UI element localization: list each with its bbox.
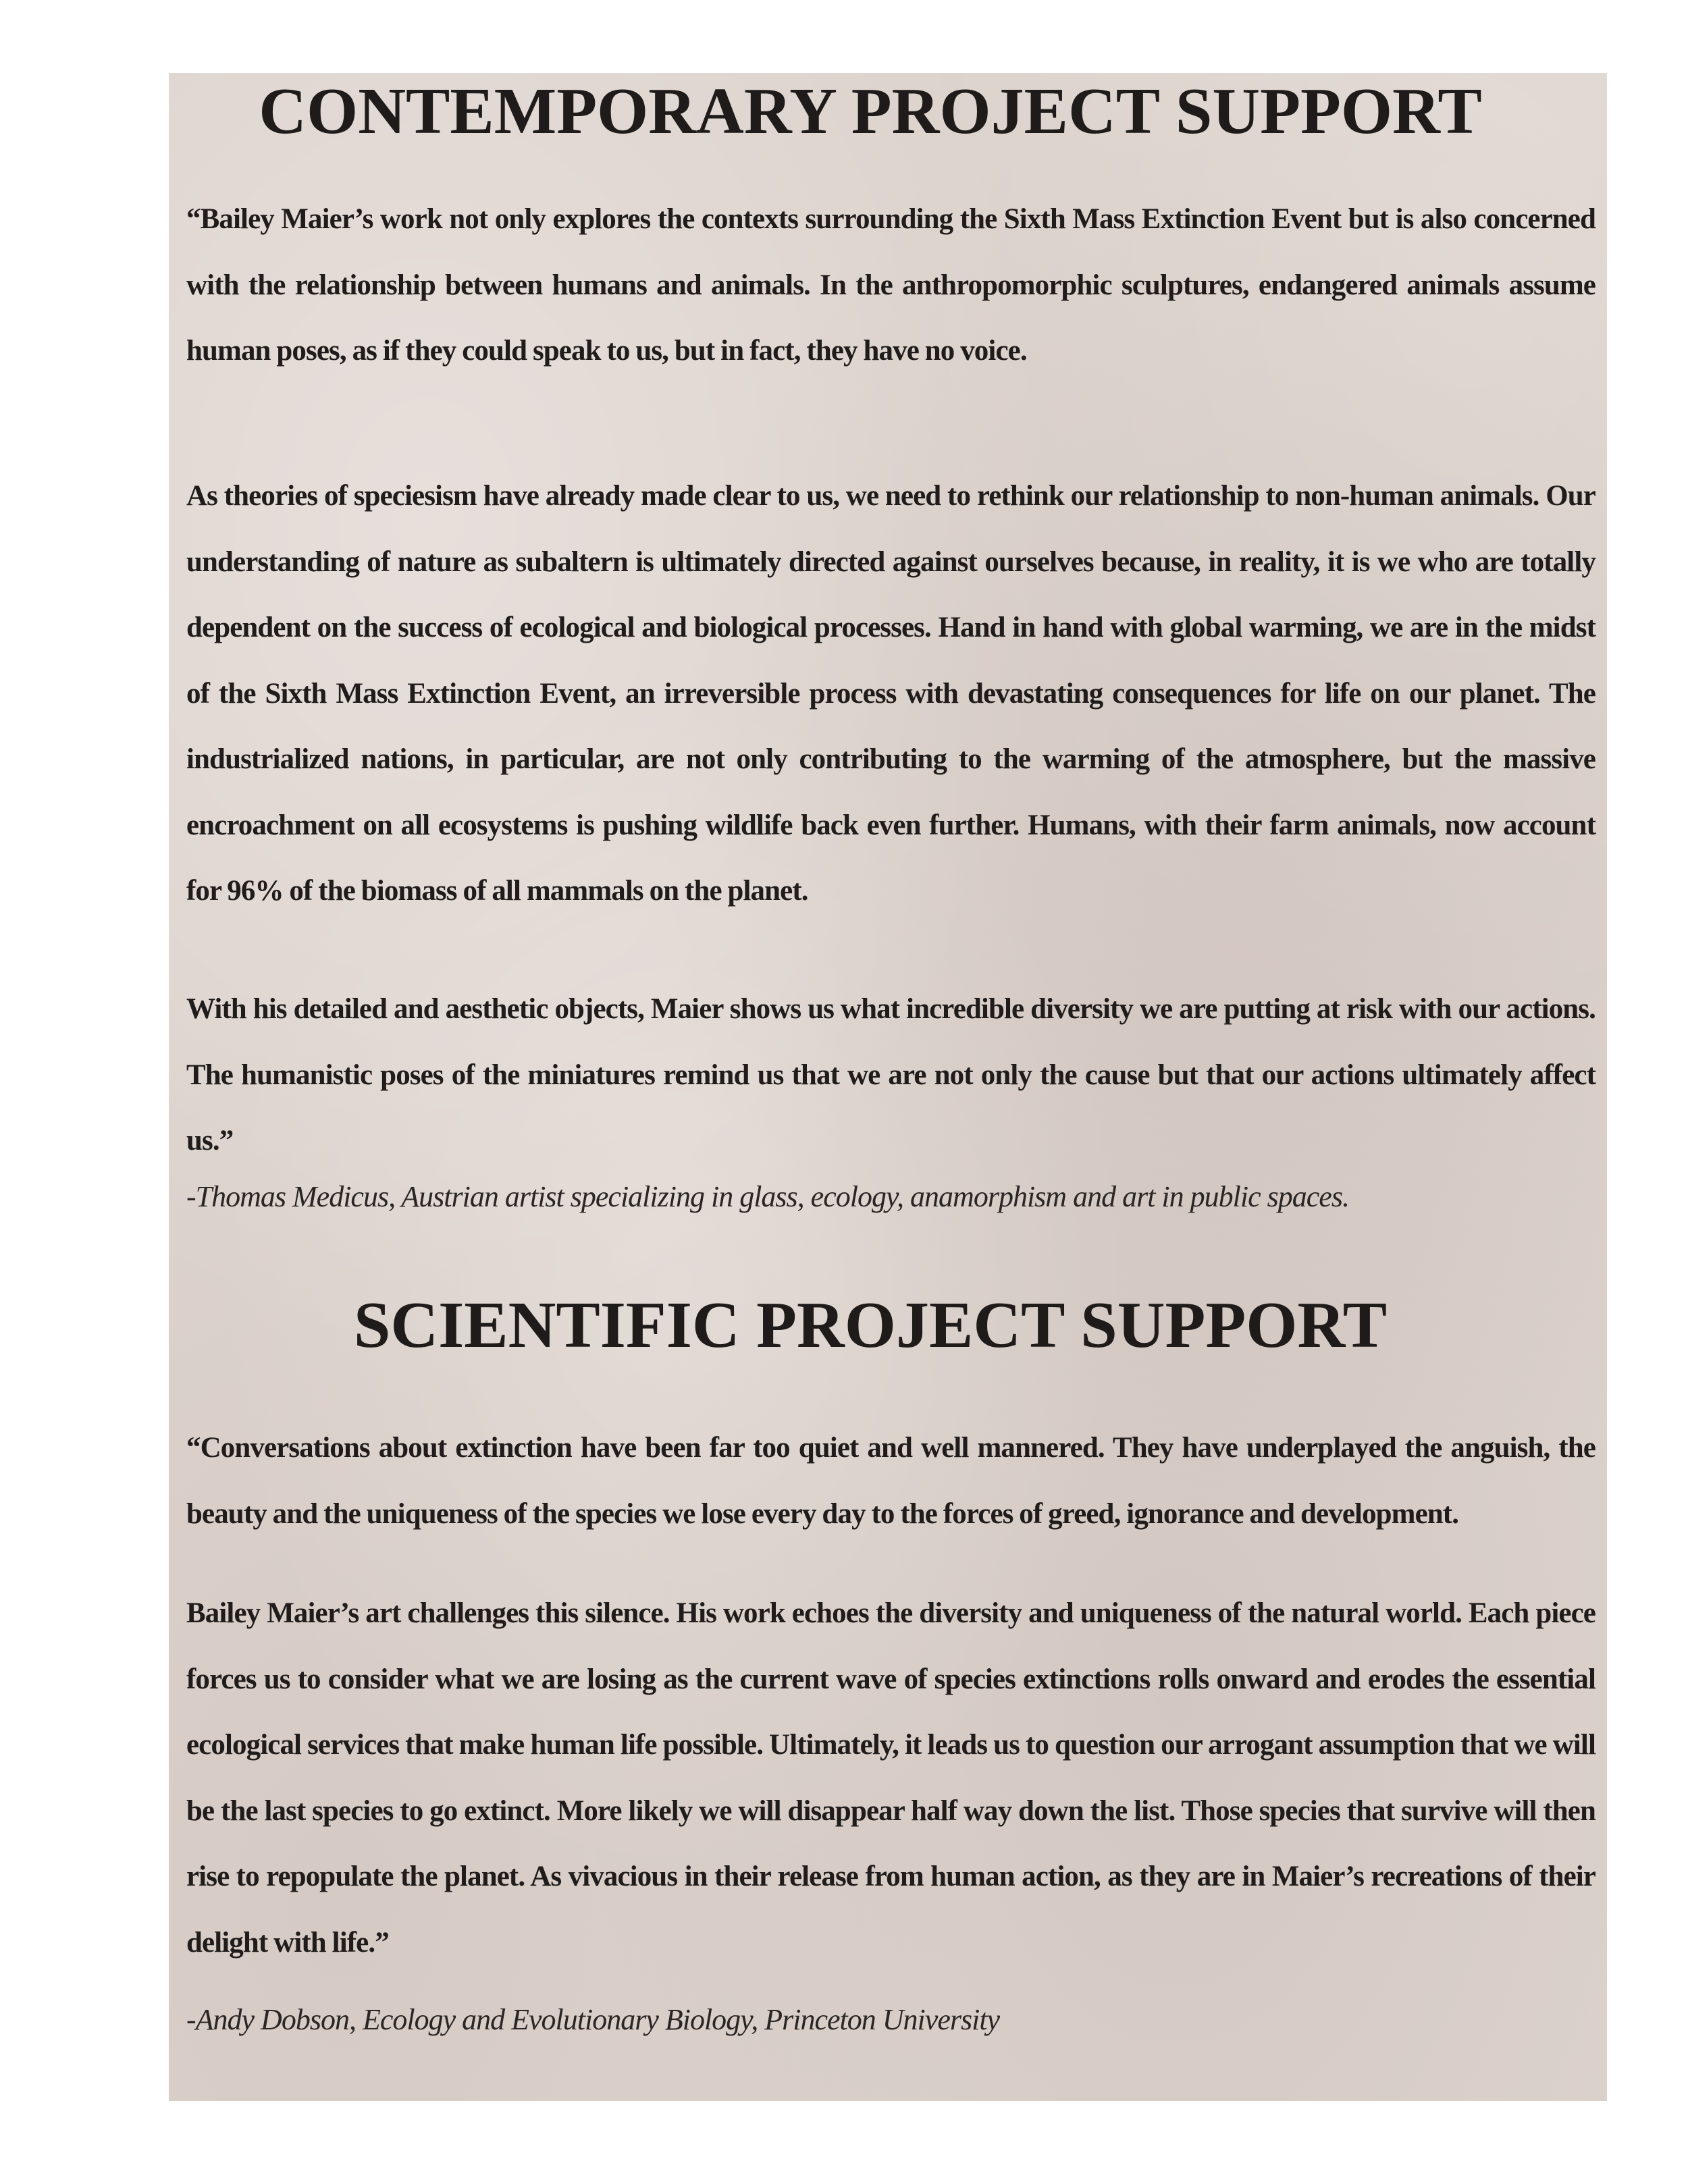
contemporary-paragraph-2: As theories of speciesism have already made clear to us, we need to rethink our relationship to non-human animals. Our understanding of nature as subaltern is ultimately directed against ourselves because, in reality, it is we who are totally dependent on the success of ecological and biological processes. Hand in hand with global warming, we are in the midst of the Sixth Mass Extinction Event, an irreversible process with devastating consequences for life on our planet. The industrialized nations, in particular, are not only contributing to the warming of the atmosphere, but the massive encroachment on all ecosystems is pushing wildlife back even further. Humans, with their farm animals, now account for 96% of the biomass of all mammals on the planet. <box>186 480 1595 907</box>
contemporary-paragraph-3: With his detailed and aesthetic objects, Maier shows us what incredible diversity we are putting at risk with our actions. The humanistic poses of the miniatures remind us that we are not only the cause but that our actions ultimately affect us.” <box>186 993 1595 1156</box>
document-panel <box>169 73 1607 2101</box>
contemporary-attribution: -Thomas Medicus, Austrian artist specializing in glass, ecology, anamorphism and art in public spaces. <box>186 1180 1349 1213</box>
scientific-heading: SCIENTIFIC PROJECT SUPPORT <box>353 1289 1388 1362</box>
scientific-attribution: -Andy Dobson, Ecology and Evolutionary Biology, Princeton University <box>186 2003 1000 2036</box>
scientific-paragraph-1: “Conversations about extinction have been far too quiet and well mannered. They have underplayed the anguish, the beauty and the uniqueness of the species we lose every day to the forces of greed, ignorance and development. <box>186 1432 1595 1530</box>
contemporary-paragraph-1: “Bailey Maier’s work not only explores the contexts surrounding the Sixth Mass Extinction Event but is also concerned with the relationship between humans and animals. In the anthropomorphic sculptures, endangered animals assume human poses, as if they could speak to us, but in fact, they have no voice. <box>186 203 1595 367</box>
scientific-paragraph-2: Bailey Maier’s art challenges this silence. His work echoes the diversity and uniqueness of the natural world. Each piece forces us to consider what we are losing as the current wave of species extinctions rolls onward and erodes the essential ecological services that make human life possible. Ultimately, it leads us to question our arrogant assumption that we will be the last species to go extinct. More likely we will disappear half way down the list. Those species that survive will then rise to repopulate the planet. As vivacious in their release from human action, as they are in Maier’s recreations of their delight with life.” <box>186 1597 1595 1959</box>
contemporary-heading: CONTEMPORARY PROJECT SUPPORT <box>259 75 1482 148</box>
